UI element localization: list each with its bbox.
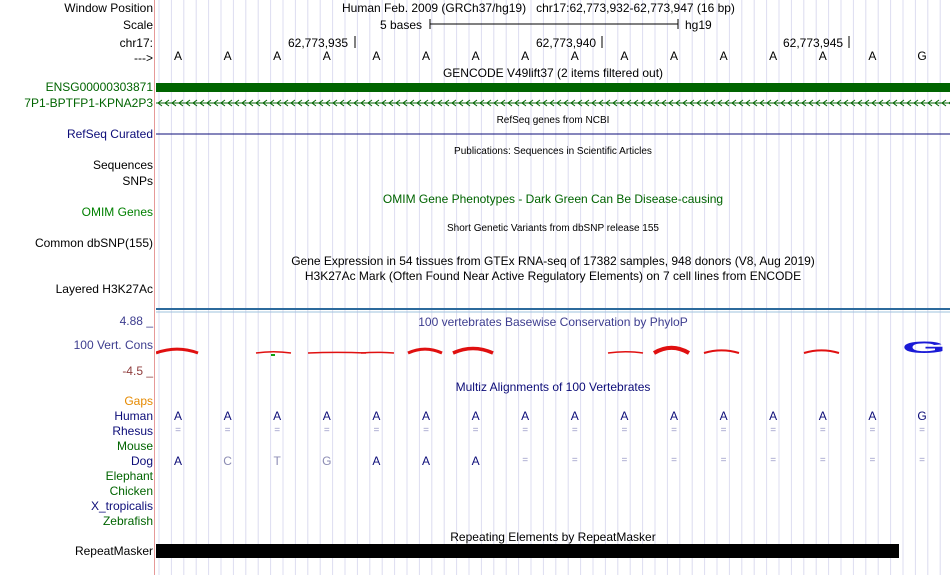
alignment-base: =: [274, 425, 281, 436]
scale-bar-label: 5 bases: [380, 18, 423, 32]
alignment-base: =: [175, 425, 181, 436]
cons-min-label: -4.5 _: [122, 364, 153, 378]
base-letter: A: [818, 49, 827, 63]
conservation-glyph: [704, 350, 739, 353]
alignment-base: =: [770, 455, 777, 466]
track-area[interactable]: [156, 0, 950, 575]
conservation-glyph: [408, 349, 442, 353]
base-letter: A: [421, 49, 430, 63]
base-letter: A: [521, 49, 530, 63]
species-label: Human: [114, 409, 153, 423]
alignment-base: =: [621, 455, 628, 466]
ruler-tick-1: 62,773,935: [288, 36, 349, 50]
conservation-glyph: [453, 348, 493, 353]
alignment-base: =: [671, 455, 677, 466]
alignment-base: G: [322, 454, 332, 468]
dbsnp-label[interactable]: Common dbSNP(155): [34, 236, 153, 250]
h3k27ac-label[interactable]: Layered H3K27Ac: [55, 282, 153, 296]
alignment-base: =: [770, 425, 777, 436]
base-letter: A: [620, 49, 629, 63]
alignment-base: A: [421, 454, 430, 468]
alignment-base: A: [471, 409, 480, 423]
conservation-glyph: [804, 350, 839, 353]
conservation-glyph: [608, 352, 643, 353]
alignment-base: A: [669, 409, 678, 423]
omim-title: OMIM Gene Phenotypes - Dark Green Can Be Disease-causing: [382, 192, 724, 206]
species-label: X_tropicalis: [90, 499, 153, 513]
ruler-tick-2: 62,773,940: [536, 36, 597, 50]
alignment-base: =: [571, 455, 578, 466]
base-letter: A: [372, 49, 381, 63]
alignment-base: C: [223, 454, 232, 468]
base-letter: A: [669, 49, 678, 63]
label-divider: [154, 0, 155, 575]
conservation-glyph: [654, 348, 689, 353]
base-letter: G: [917, 49, 927, 63]
base-letter: A: [719, 49, 728, 63]
alignment-base: A: [322, 409, 331, 423]
alignment-base: =: [323, 425, 330, 436]
alignment-base: =: [819, 455, 826, 466]
species-label: Elephant: [105, 469, 153, 483]
alignment-base: =: [522, 455, 529, 466]
alignment-base: A: [719, 409, 728, 423]
alignment-base: =: [423, 425, 429, 436]
alignment-base: =: [224, 425, 231, 436]
alignment-base: A: [769, 409, 778, 423]
alignment-base: A: [818, 409, 827, 423]
alignment-base: =: [869, 425, 876, 436]
phylop-title: 100 vertebrates Basewise Conservation by PhyloP: [418, 315, 688, 329]
sequences-label[interactable]: Sequences: [92, 158, 153, 172]
alignment-base: A: [471, 454, 480, 468]
alignment-base: A: [372, 454, 381, 468]
track-graphics: [156, 0, 950, 575]
gencode-title: GENCODE V49lift37 (2 items filtered out): [442, 66, 664, 80]
dbsnp-title: Short Genetic Variants from dbSNP release 155: [447, 223, 659, 234]
base-letter: A: [570, 49, 579, 63]
conservation-mark-green: [271, 354, 275, 356]
base-letter: A: [322, 49, 331, 63]
repeatmasker-title: Repeating Elements by RepeatMasker: [450, 530, 656, 544]
alignment-base: A: [372, 409, 381, 423]
gencode-label-1[interactable]: ENSG00000303871: [45, 80, 153, 94]
alignment-base: =: [720, 455, 727, 466]
strand-arrow-label: --->: [134, 51, 153, 65]
repeatmasker-label[interactable]: RepeatMasker: [74, 544, 153, 558]
chromosome-label: chr17:: [119, 36, 153, 50]
alignment-base: =: [472, 425, 479, 436]
alignment-base: A: [273, 409, 282, 423]
base-letter: A: [173, 49, 182, 63]
alignment-base: =: [621, 425, 628, 436]
alignment-base: =: [373, 425, 380, 436]
species-label: Dog: [130, 454, 153, 468]
alignment-base: =: [919, 455, 925, 466]
conservation-glyph: [308, 352, 366, 353]
refseq-label[interactable]: RefSeq Curated: [66, 127, 153, 141]
alignment-base: A: [173, 409, 182, 423]
gtex-title: Gene Expression in 54 tissues from GTEx RNA-seq of 17382 samples, 948 donors (V8, Aug 2019): [291, 254, 815, 268]
base-letter: A: [223, 49, 232, 63]
alignment-base: =: [869, 455, 876, 466]
alignment-base: =: [819, 425, 826, 436]
scale-label: Scale: [122, 18, 153, 32]
alignment-base: A: [421, 409, 430, 423]
scale-assembly: hg19: [685, 18, 712, 32]
alignment-base: A: [620, 409, 629, 423]
snps-label[interactable]: SNPs: [122, 174, 153, 188]
base-letter: A: [273, 49, 282, 63]
species-label: Chicken: [109, 484, 153, 498]
window-position-label: Window Position: [64, 1, 153, 15]
species-label: Mouse: [116, 439, 153, 453]
base-letter: A: [471, 49, 480, 63]
alignment-base: A: [223, 409, 232, 423]
gencode-label-2[interactable]: 7P1-BPTFP1-KPNA2P3: [24, 96, 153, 110]
alignment-base: =: [720, 425, 727, 436]
gencode-gene-bar: [156, 83, 950, 92]
alignment-base: A: [570, 409, 579, 423]
alignment-base: =: [671, 425, 677, 436]
species-label: Rhesus: [112, 424, 153, 438]
refseq-title: RefSeq genes from NCBI: [496, 115, 610, 126]
multiz-title: Multiz Alignments of 100 Vertebrates: [455, 380, 651, 394]
alignment-base: =: [522, 425, 529, 436]
ruler-tick-3: 62,773,945: [783, 36, 844, 50]
conservation-glyph: [361, 352, 394, 353]
cons-label[interactable]: 100 Vert. Cons: [73, 338, 153, 352]
cons-max-label: 4.88 _: [119, 314, 153, 328]
repeatmasker-bar: [156, 544, 899, 558]
h3k27ac-title: H3K27Ac Mark (Often Found Near Active Regulatory Elements) on 7 cell lines from ENCODE: [304, 269, 802, 283]
publications-title: Publications: Sequences in Scientific Articles: [454, 146, 652, 157]
gaps-label: Gaps: [124, 394, 153, 408]
alignment-base: A: [868, 409, 877, 423]
alignment-base: A: [521, 409, 530, 423]
alignment-base: A: [173, 454, 182, 468]
conservation-glyph-g: G: [902, 338, 946, 357]
base-letter: A: [769, 49, 778, 63]
alignment-base: T: [273, 454, 281, 468]
conservation-glyph: [156, 349, 198, 353]
position-text: Human Feb. 2009 (GRCh37/hg19) chr17:62,773,932-62,773,947 (16 bp): [342, 1, 735, 15]
alignment-base: =: [571, 425, 578, 436]
alignment-base: G: [917, 409, 927, 423]
conservation-glyph: [256, 352, 291, 353]
base-letter: A: [868, 49, 877, 63]
alignment-base: =: [919, 425, 925, 436]
omim-label[interactable]: OMIM Genes: [81, 205, 153, 219]
species-label: Zebrafish: [102, 514, 153, 528]
